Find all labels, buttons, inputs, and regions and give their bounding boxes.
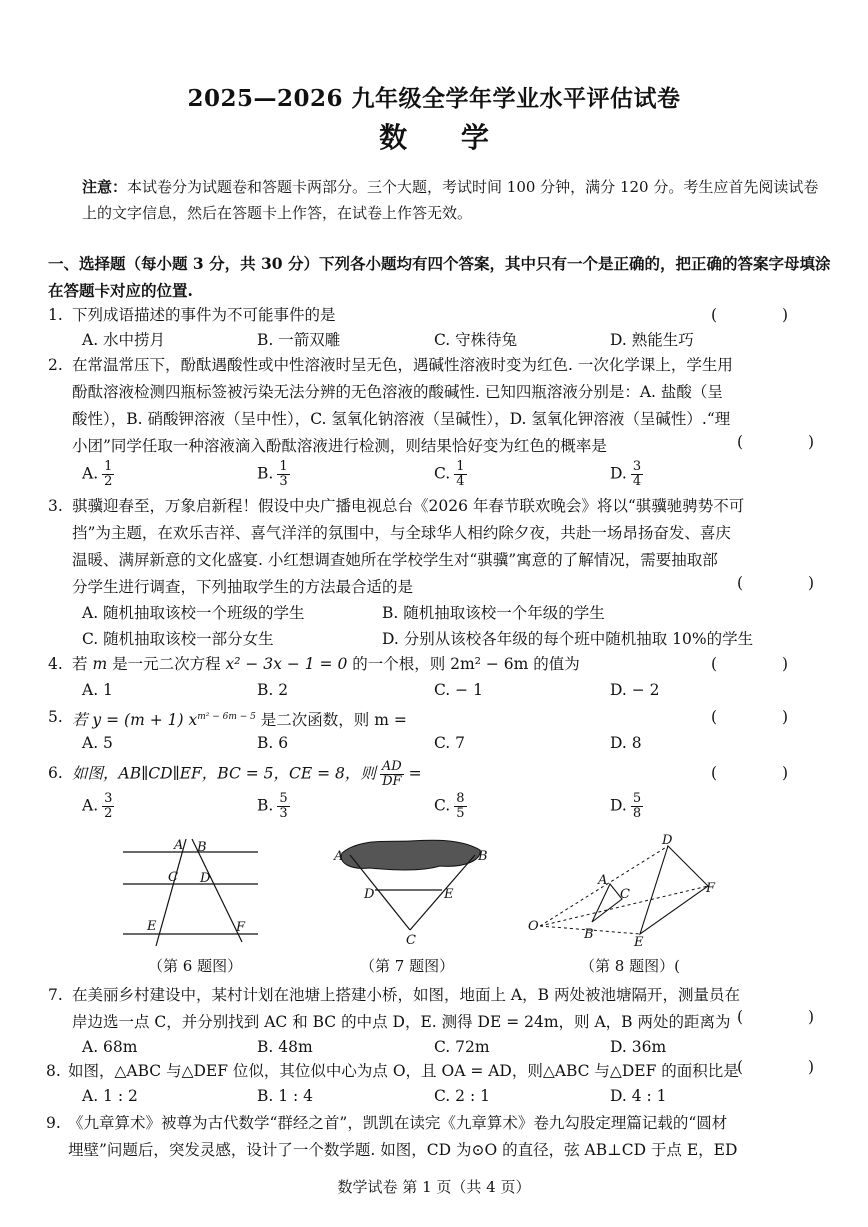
option-d: D. 熟能生巧 bbox=[610, 331, 694, 349]
question-line: 埋壁”问题后，突发灵感，设计了一个数学题. 如图，CD 为⊙O 的直径，弦 AB⊥CD 于点 E，ED bbox=[68, 1141, 738, 1159]
label-O: O bbox=[528, 919, 539, 934]
question-text: 如图，AB∥CD∥EF，BC = 5，CE = 8，则 $\frac{AD}{DF}$ = bbox=[72, 759, 422, 789]
question-number: 7. bbox=[48, 986, 63, 1004]
notice-text: 本试卷分为试题卷和答题卡两部分。三个大题，考试时间 100 分钟，满分 120 分。考生应首先阅读试卷上的文字信息，然后在答题卡上作答，在试卷上作答无效。 bbox=[82, 178, 819, 222]
answer-paren: ( ) bbox=[710, 708, 818, 726]
label-D: D bbox=[662, 834, 673, 848]
label-F: F bbox=[706, 881, 716, 896]
label-B: B bbox=[478, 849, 488, 864]
option-a: A. $\frac{3}{2}$ bbox=[82, 791, 113, 821]
label-C: C bbox=[406, 933, 416, 948]
option-a: A. $\frac{1}{2}$ bbox=[82, 459, 113, 489]
question-4 bbox=[50, 651, 830, 678]
option-b: B. 一箭双雕 bbox=[257, 331, 341, 349]
label-E: E bbox=[634, 935, 644, 949]
section-1-heading: 一、选择题（每小题 3 分，共 30 分）下列各小题均有四个答案，其中只有一个是正确的，把正确的答案字母填涂在答题卡对应的位置. bbox=[48, 254, 831, 300]
triangle-abc bbox=[592, 884, 622, 922]
option-d: D. 36m bbox=[610, 1038, 667, 1056]
notice-paragraph bbox=[82, 174, 827, 226]
question-number: 5. bbox=[48, 708, 63, 726]
option-b: B. $\frac{5}{3}$ bbox=[257, 791, 288, 821]
option-c: C. 2 : 1 bbox=[434, 1087, 490, 1105]
label-A: A bbox=[174, 838, 184, 853]
answer-paren: ( ) bbox=[710, 764, 818, 782]
option-b: B. 48m bbox=[257, 1038, 313, 1056]
option-c: C. 守株待兔 bbox=[434, 331, 518, 349]
option-a: A. 水中捞月 bbox=[82, 331, 166, 349]
option-a: A. 1 bbox=[82, 681, 113, 699]
question-3 bbox=[50, 493, 830, 601]
label-B: B bbox=[584, 927, 594, 942]
question-1 bbox=[50, 302, 830, 329]
question-line: 挡”为主题，在欢乐吉祥、喜气洋洋的氛围中，与全球华人相约除夕夜，共赴一场昂扬奋发、喜庆 bbox=[72, 524, 731, 542]
question-9 bbox=[48, 1110, 828, 1164]
answer-paren: ( ) bbox=[736, 433, 844, 451]
option-b: B. 6 bbox=[257, 734, 289, 752]
option-b: B. $\frac{1}{3}$ bbox=[257, 459, 288, 489]
figure-8-caption: （第 8 题图）( bbox=[580, 957, 680, 975]
question-text: 如图，△ABC 与△DEF 位似，其位似中心为点 O，且 OA = AD，则△ABC 与△DEF 的面积比是 bbox=[68, 1062, 739, 1080]
question-text: 若 m 是一元二次方程 x² − 3x − 1 = 0 的一个根，则 2m² − 6m 的值为 bbox=[72, 655, 580, 673]
label-A: A bbox=[598, 873, 608, 888]
question-6 bbox=[50, 760, 830, 789]
triangle-def bbox=[640, 846, 708, 934]
figure-8 bbox=[528, 834, 728, 949]
answer-paren: ( ) bbox=[710, 655, 818, 673]
option-a: A. 随机抽取该校一个班级的学生 bbox=[82, 604, 305, 622]
transversal-1 bbox=[156, 839, 186, 946]
label-E: E bbox=[147, 919, 157, 934]
answer-paren: ( ) bbox=[736, 1008, 844, 1026]
label-C: C bbox=[620, 887, 630, 902]
question-8 bbox=[48, 1058, 828, 1085]
label-C: C bbox=[168, 870, 178, 885]
option-b: B. 2 bbox=[257, 681, 289, 699]
option-a: A. 5 bbox=[82, 734, 113, 752]
label-A: A bbox=[334, 849, 344, 864]
question-number: 4. bbox=[48, 655, 63, 673]
exam-title: 2025—2026 九年级全学年学业水平评估试卷 bbox=[187, 85, 681, 112]
option-d: D. $\frac{3}{4}$ bbox=[610, 459, 642, 489]
figure-7 bbox=[330, 838, 490, 948]
notice-label: 注意： bbox=[82, 178, 128, 196]
option-b: B. 随机抽取该校一个年级的学生 bbox=[382, 604, 605, 622]
figure-6-caption: （第 6 题图） bbox=[148, 957, 243, 975]
option-d: D. − 2 bbox=[610, 681, 660, 699]
question-line: 在常温常压下，酚酞遇酸性或中性溶液时呈无色，遇碱性溶液时变为红色. 一次化学课上，学生用 bbox=[72, 356, 733, 374]
question-line: 在美丽乡村建设中，某村计划在池塘上搭建小桥，如图，地面上 A，B 两处被池塘隔开，测量员在 bbox=[72, 986, 740, 1004]
label-F: F bbox=[236, 920, 246, 935]
option-d: D. 分别从该校各年级的每个班中随机抽取 10%的学生 bbox=[382, 630, 754, 648]
question-line: 小团”同学任取一种溶液滴入酚酞溶液进行检测，则结果恰好变为红色的概率是 bbox=[72, 437, 607, 455]
question-number: 9. bbox=[46, 1114, 61, 1132]
option-a: A. 1 : 2 bbox=[82, 1087, 138, 1105]
option-c: C. 随机抽取该校一部分女生 bbox=[82, 630, 274, 648]
option-c: C. $\frac{8}{5}$ bbox=[434, 791, 465, 821]
subject-title: 数 学 bbox=[379, 121, 511, 154]
option-c: C. 7 bbox=[434, 734, 466, 752]
figure-6 bbox=[118, 834, 268, 954]
option-d: D. $\frac{5}{8}$ bbox=[610, 791, 642, 821]
label-E: E bbox=[444, 887, 454, 902]
question-2 bbox=[50, 352, 830, 460]
option-d: D. 8 bbox=[610, 734, 642, 752]
question-text: 若 y = (m + 1) $x^{m^2 - 6m - 5}$ 是二次函数，则 m = bbox=[72, 711, 407, 730]
question-line: 分学生进行调查，下列抽取学生的方法最合适的是 bbox=[72, 578, 414, 596]
option-c: C. 72m bbox=[434, 1038, 490, 1056]
pond-shape bbox=[341, 840, 480, 870]
question-number: 3. bbox=[48, 497, 63, 515]
figure-7-caption: （第 7 题图） bbox=[360, 957, 455, 975]
question-line: 酸性），B. 硝酸钾溶液（呈中性），C. 氢氧化钠溶液（呈碱性），D. 氢氧化钾溶液（呈碱性）.“理 bbox=[72, 410, 731, 428]
option-c: C. − 1 bbox=[434, 681, 483, 699]
question-line: 骐骥迎春至，万象启新程！假设中央广播电视总台《2026 年春节联欢晚会》将以“骐骥驰骋势不可 bbox=[72, 497, 745, 515]
answer-paren: ( ) bbox=[736, 1058, 844, 1076]
question-line: 岸边选一点 C，并分别找到 AC 和 BC 的中点 D，E. 测得 DE = 24m，则 A，B 两处的距离为 bbox=[72, 1013, 731, 1031]
question-7 bbox=[50, 982, 830, 1036]
label-D: D bbox=[364, 887, 375, 902]
question-number: 8. bbox=[46, 1062, 61, 1080]
option-d: D. 4 : 1 bbox=[610, 1087, 667, 1105]
question-number: 6. bbox=[48, 764, 63, 782]
option-c: C. $\frac{1}{4}$ bbox=[434, 459, 465, 489]
question-line: 《九章算术》被尊为古代数学“群经之首”，凯凯在读完《九章算术》卷九勾股定理篇记载的“圆材 bbox=[68, 1114, 728, 1132]
question-text: 下列成语描述的事件为不可能事件的是 bbox=[72, 306, 336, 324]
label-B: B bbox=[197, 840, 207, 855]
label-D: D bbox=[200, 871, 211, 886]
option-a: A. 68m bbox=[82, 1038, 138, 1056]
question-number: 1. bbox=[48, 306, 63, 324]
answer-paren: ( ) bbox=[736, 574, 844, 592]
option-b: B. 1 : 4 bbox=[257, 1087, 314, 1105]
question-line: 酚酞溶液检测四瓶标签被污染无法分辨的无色溶液的酸碱性. 已知四瓶溶液分别是：A. 盐酸（呈 bbox=[72, 383, 723, 401]
question-number: 2. bbox=[48, 356, 63, 374]
question-line: 温暖、满屏新意的文化盛宴. 小红想调查她所在学校学生对“骐骥”寓意的了解情况，需要抽取部 bbox=[72, 551, 718, 569]
page-footer: 数学试卷 第 1 页（共 4 页） bbox=[337, 1178, 531, 1196]
answer-paren: ( ) bbox=[710, 306, 818, 324]
